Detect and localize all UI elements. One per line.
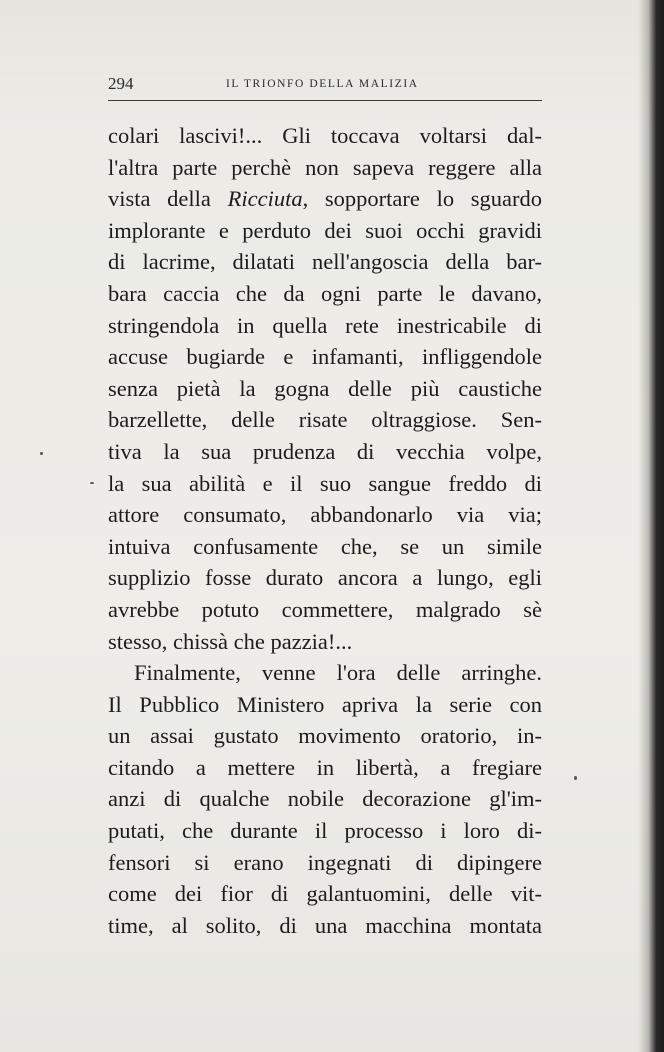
text-line: attore consumato, abbandonarlo via via;	[108, 502, 542, 528]
text-line: time, al solito, di una macchina montata	[108, 912, 542, 938]
body-text	[108, 120, 542, 941]
running-title: IL TRIONFO DELLA MALIZIA	[226, 78, 419, 90]
text-line: l'altra parte perchè non sapeva reggere alla	[108, 154, 542, 180]
text-line	[108, 183, 542, 215]
page-number: 294	[108, 74, 134, 93]
text-line: come dei fior di galantuomini, delle vit-	[108, 881, 542, 907]
text-line: stringendola in quella rete inestricabile di	[108, 312, 542, 338]
text-line: di lacrime, dilatati nell'angoscia della bar-	[108, 249, 542, 275]
italic-name: Ricciuta	[227, 186, 303, 212]
text-line: intuiva confusamente che, se un simile	[108, 533, 542, 559]
text-line: putati, che durante il processo i loro di-	[108, 818, 542, 844]
text-line: un assai gustato movimento oratorio, in-	[108, 723, 542, 749]
text-line-pre: vista della	[108, 186, 228, 212]
text-line: tiva la sua prudenza di vecchia volpe,	[108, 438, 542, 464]
header-rule	[108, 100, 542, 101]
text-line: bara caccia che da ogni parte le davano,	[108, 280, 542, 306]
text-line: stesso, chissà che pazzia!...	[108, 628, 353, 654]
text-line: fensori si erano ingegnati di dipingere	[108, 849, 542, 875]
text-line: supplizio fosse durato ancora a lungo, egli	[108, 565, 542, 591]
text-line: avrebbe potuto commettere, malgrado sè	[108, 596, 542, 622]
text-line: la sua abilità e il suo sangue freddo di	[108, 470, 542, 496]
spine-shadow	[638, 0, 664, 1052]
ink-speck	[574, 776, 577, 780]
text-line-post: , sopportare lo sguardo	[302, 186, 542, 212]
text-line: Il Pubblico Ministero apriva la serie con	[108, 691, 542, 717]
text-line: implorante e perduto dei suoi occhi gravidi	[108, 217, 542, 243]
paragraph-start-line: Finalmente, venne l'ora delle arringhe.	[134, 660, 542, 686]
text-line: senza pietà la gogna delle più caustiche	[108, 375, 542, 401]
text-line: accuse bugiarde e infamanti, infliggendole	[108, 344, 542, 370]
text-line: barzellette, delle risate oltraggiose. Sen-	[108, 407, 542, 433]
text-line: colari lascivi!... Gli toccava voltarsi dal-	[108, 123, 542, 148]
page-header	[108, 74, 540, 98]
text-line: anzi di qualche nobile decorazione gl'im-	[108, 786, 542, 812]
text-line: citando a mettere in libertà, a fregiare	[108, 754, 542, 780]
ink-speck	[40, 452, 43, 455]
ink-speck	[90, 482, 94, 484]
